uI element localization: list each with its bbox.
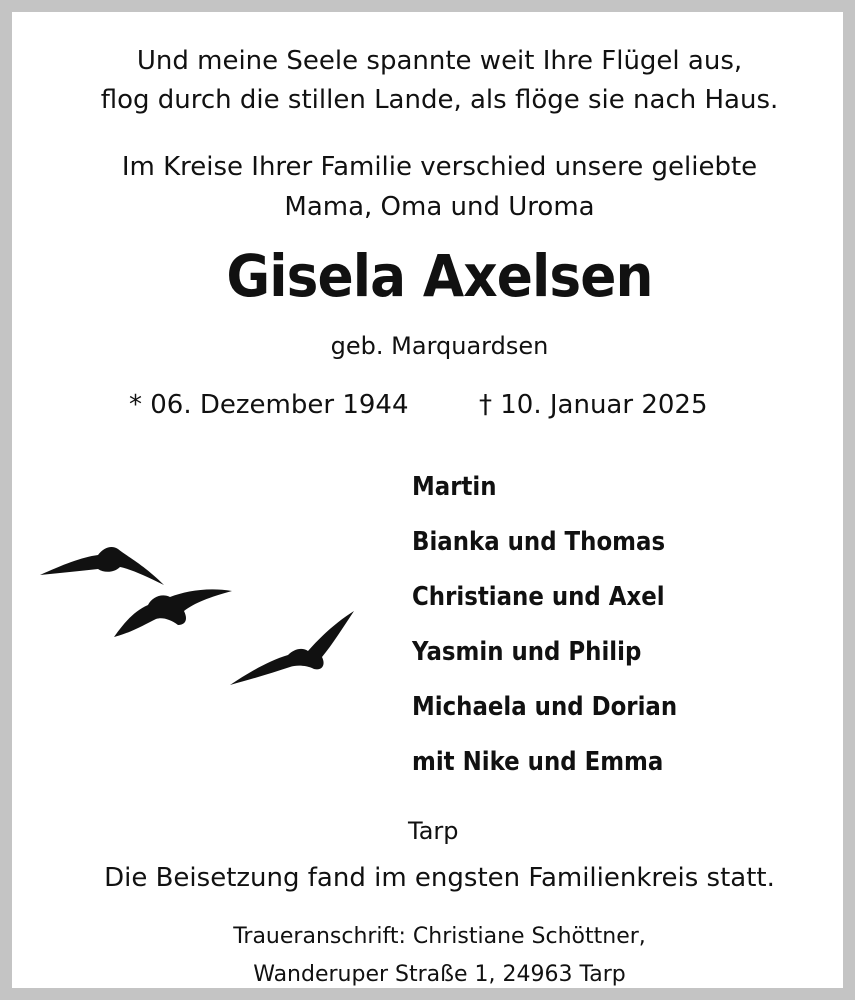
mourner-name: Michaela und Dorian	[412, 692, 678, 722]
mourner-name: Yasmin und Philip	[412, 637, 642, 667]
deceased-name: Gisela Axelsen	[226, 242, 653, 310]
intro-line-1: Im Kreise Ihrer Familie verschied unsere geliebte	[121, 152, 758, 182]
bird-icon	[40, 547, 164, 585]
bird-icon	[114, 589, 232, 637]
birth-name: geb. Marquardsen	[330, 332, 549, 360]
flying-birds-icon	[32, 527, 372, 697]
birth-date: * 06. Dezember 1944	[129, 390, 409, 420]
mourner-name: Martin	[412, 472, 497, 502]
burial-note: Die Beisetzung fand im engsten Familienkreis statt.	[104, 863, 775, 893]
address-line-1: Traueranschrift: Christiane Schöttner,	[233, 924, 646, 949]
intro-line-2: Mama, Oma und Uroma	[284, 192, 595, 222]
mourner-name: Bianka und Thomas	[412, 527, 666, 557]
mourner-name: Christiane und Axel	[412, 582, 665, 612]
mourner-name: mit Nike und Emma	[412, 747, 664, 777]
place-name: Tarp	[408, 817, 459, 845]
death-date: † 10. Januar 2025	[479, 390, 708, 420]
verse-line-2: flog durch die stillen Lande, als flöge sie nach Haus.	[100, 85, 779, 115]
address-line-2: Wanderuper Straße 1, 24963 Tarp	[253, 962, 626, 987]
verse-line-1: Und meine Seele spannte weit Ihre Flügel aus,	[136, 46, 743, 76]
bird-icon	[230, 611, 354, 685]
